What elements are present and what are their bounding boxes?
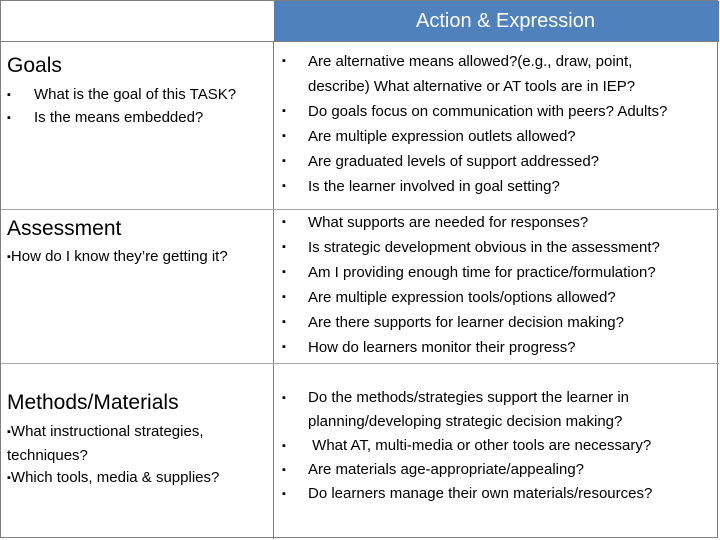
bullet-icon: ▪ — [7, 426, 11, 438]
row-heading-methods-materials: Methods/Materials — [7, 391, 179, 414]
bullet-icon: ▪ — [282, 55, 286, 67]
methods-question: ▪Which tools, media & supplies? — [7, 466, 219, 490]
list-item: ▪ Is the learner involved in goal setting? — [274, 174, 719, 199]
goals-question: ▪ What is the goal of this TASK? — [7, 83, 236, 107]
bullet-icon: ▪ — [7, 89, 11, 101]
list-item: ▪ What AT, multi-media or other tools are necessary? — [274, 434, 719, 458]
assessment-left-cell — [1, 210, 274, 363]
bullet-icon: ▪ — [282, 440, 286, 452]
list-item: ▪ Are graduated levels of support addressed? — [274, 149, 719, 174]
bullet-icon: ▪ — [282, 241, 286, 253]
bullet-icon: ▪ — [282, 130, 286, 142]
bullet-icon: ▪ — [7, 472, 11, 484]
bullet-icon: ▪ — [282, 155, 286, 167]
header-blank-cell — [1, 1, 274, 41]
list-item: ▪ How do learners monitor their progress? — [274, 335, 719, 360]
list-item: ▪ Are materials age-appropriate/appealing? — [274, 458, 719, 482]
list-item: ▪ Do learners manage their own materials/resources? — [274, 482, 719, 506]
bullet-icon: ▪ — [282, 341, 286, 353]
bullet-icon: ▪ — [7, 112, 11, 124]
table-row-assessment — [1, 209, 719, 363]
methods-right-cell — [274, 364, 719, 539]
bullet-icon: ▪ — [282, 180, 286, 192]
list-item: ▪ Do the methods/strategies support the learner in planning/developing strategic decision making? — [274, 386, 719, 434]
list-item: ▪ What supports are needed for responses? — [274, 210, 719, 235]
row-heading-assessment: Assessment — [7, 217, 122, 240]
list-item: ▪ Is strategic development obvious in the assessment? — [274, 235, 719, 260]
list-item: ▪ Are alternative means allowed?(e.g., draw, point, describe) What alternative or AT tools are in IEP? — [274, 49, 719, 99]
goals-questions-list — [274, 49, 719, 199]
assessment-right-cell — [274, 210, 719, 363]
goals-right-cell — [274, 42, 719, 209]
methods-questions-list — [274, 386, 719, 506]
assessment-question: ▪How do I know they’re getting it? — [7, 245, 228, 269]
goals-question: ▪ Is the means embedded? — [7, 106, 203, 130]
bullet-icon: ▪ — [282, 105, 286, 117]
bullet-icon: ▪ — [282, 488, 286, 500]
header-title: Action & Expression — [274, 1, 719, 41]
bullet-icon: ▪ — [282, 464, 286, 476]
bullet-icon: ▪ — [7, 251, 11, 263]
methods-question: ▪What instructional strategies, techniques? — [7, 423, 204, 464]
list-item: ▪ Are multiple expression tools/options allowed? — [274, 285, 719, 310]
list-item: ▪ Am I providing enough time for practice/formulation? — [274, 260, 719, 285]
bullet-icon: ▪ — [282, 392, 286, 404]
list-item: ▪ Are there supports for learner decision making? — [274, 310, 719, 335]
list-item: ▪ Are multiple expression outlets allowed? — [274, 124, 719, 149]
bullet-icon: ▪ — [282, 266, 286, 278]
goals-left-cell — [1, 42, 274, 209]
table-header — [1, 1, 719, 41]
table-row-methods-materials — [1, 363, 719, 539]
bullet-icon: ▪ — [282, 291, 286, 303]
row-heading-goals: Goals — [7, 54, 62, 77]
assessment-questions-list — [274, 210, 719, 360]
methods-left-cell — [1, 364, 274, 539]
table-row-goals — [1, 41, 719, 209]
bullet-icon: ▪ — [282, 316, 286, 328]
list-item: ▪ Do goals focus on communication with peers? Adults? — [274, 99, 719, 124]
bullet-icon: ▪ — [282, 216, 286, 228]
